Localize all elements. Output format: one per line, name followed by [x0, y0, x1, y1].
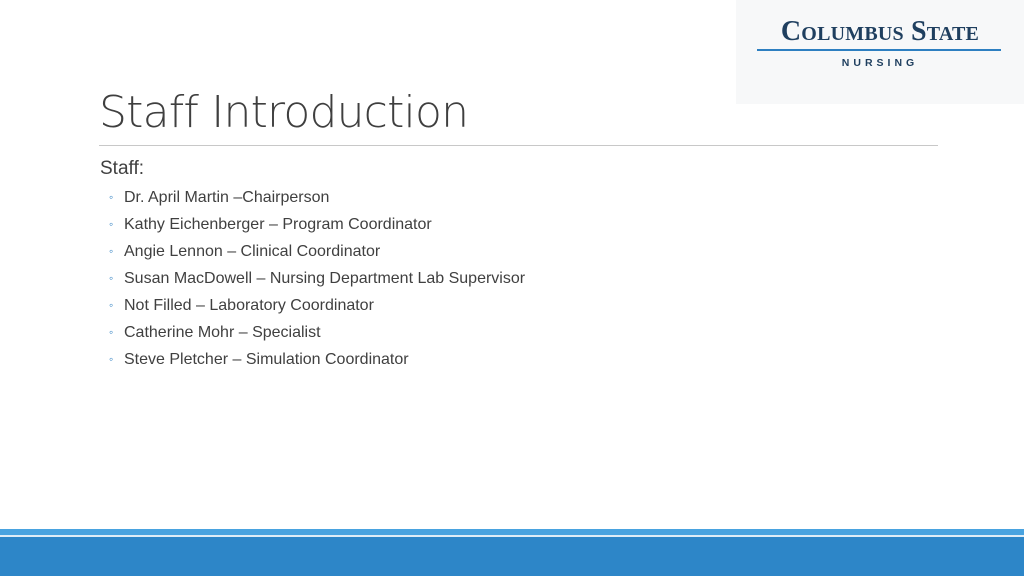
list-item: [100, 265, 920, 292]
logo-divider: [757, 49, 1001, 51]
list-item-text: Not Filled – Laboratory Coordinator: [124, 297, 374, 314]
title-divider: [99, 145, 938, 146]
bullet-circle-icon: ◦: [109, 217, 114, 231]
list-item-text: Dr. April Martin –Chairperson: [124, 189, 330, 206]
list-item-text: Kathy Eichenberger – Program Coordinator: [124, 216, 432, 233]
bullet-circle-icon: ◦: [109, 271, 114, 285]
footer-band: [0, 529, 1024, 576]
list-item: [100, 319, 920, 346]
list-item-text: Steve Pletcher – Simulation Coordinator: [124, 351, 409, 368]
logo-subtitle: NURSING: [841, 57, 919, 69]
list-item: [100, 292, 920, 319]
staff-list: [100, 184, 920, 373]
list-item-text: Catherine Mohr – Specialist: [124, 324, 321, 341]
list-item: [100, 238, 920, 265]
bullet-circle-icon: ◦: [109, 244, 114, 258]
section-label-staff: Staff:: [100, 158, 145, 179]
bullet-circle-icon: ◦: [109, 298, 114, 312]
list-item: [100, 211, 920, 238]
footer-band-line: [0, 535, 1024, 537]
bullet-circle-icon: ◦: [109, 352, 114, 366]
list-item: [100, 184, 920, 211]
logo-name-text: Columbus State: [780, 16, 980, 47]
logo-name: [736, 17, 1024, 47]
list-item-text: Susan MacDowell – Nursing Department Lab Supervisor: [124, 270, 526, 287]
slide-body: [100, 157, 920, 373]
bullet-circle-icon: ◦: [109, 325, 114, 339]
slide-title: Staff Introduction: [99, 87, 469, 138]
list-item: [100, 346, 920, 373]
columbus-state-nursing-logo: [736, 0, 1024, 104]
list-item-text: Angie Lennon – Clinical Coordinator: [124, 243, 381, 260]
bullet-circle-icon: ◦: [109, 190, 114, 204]
